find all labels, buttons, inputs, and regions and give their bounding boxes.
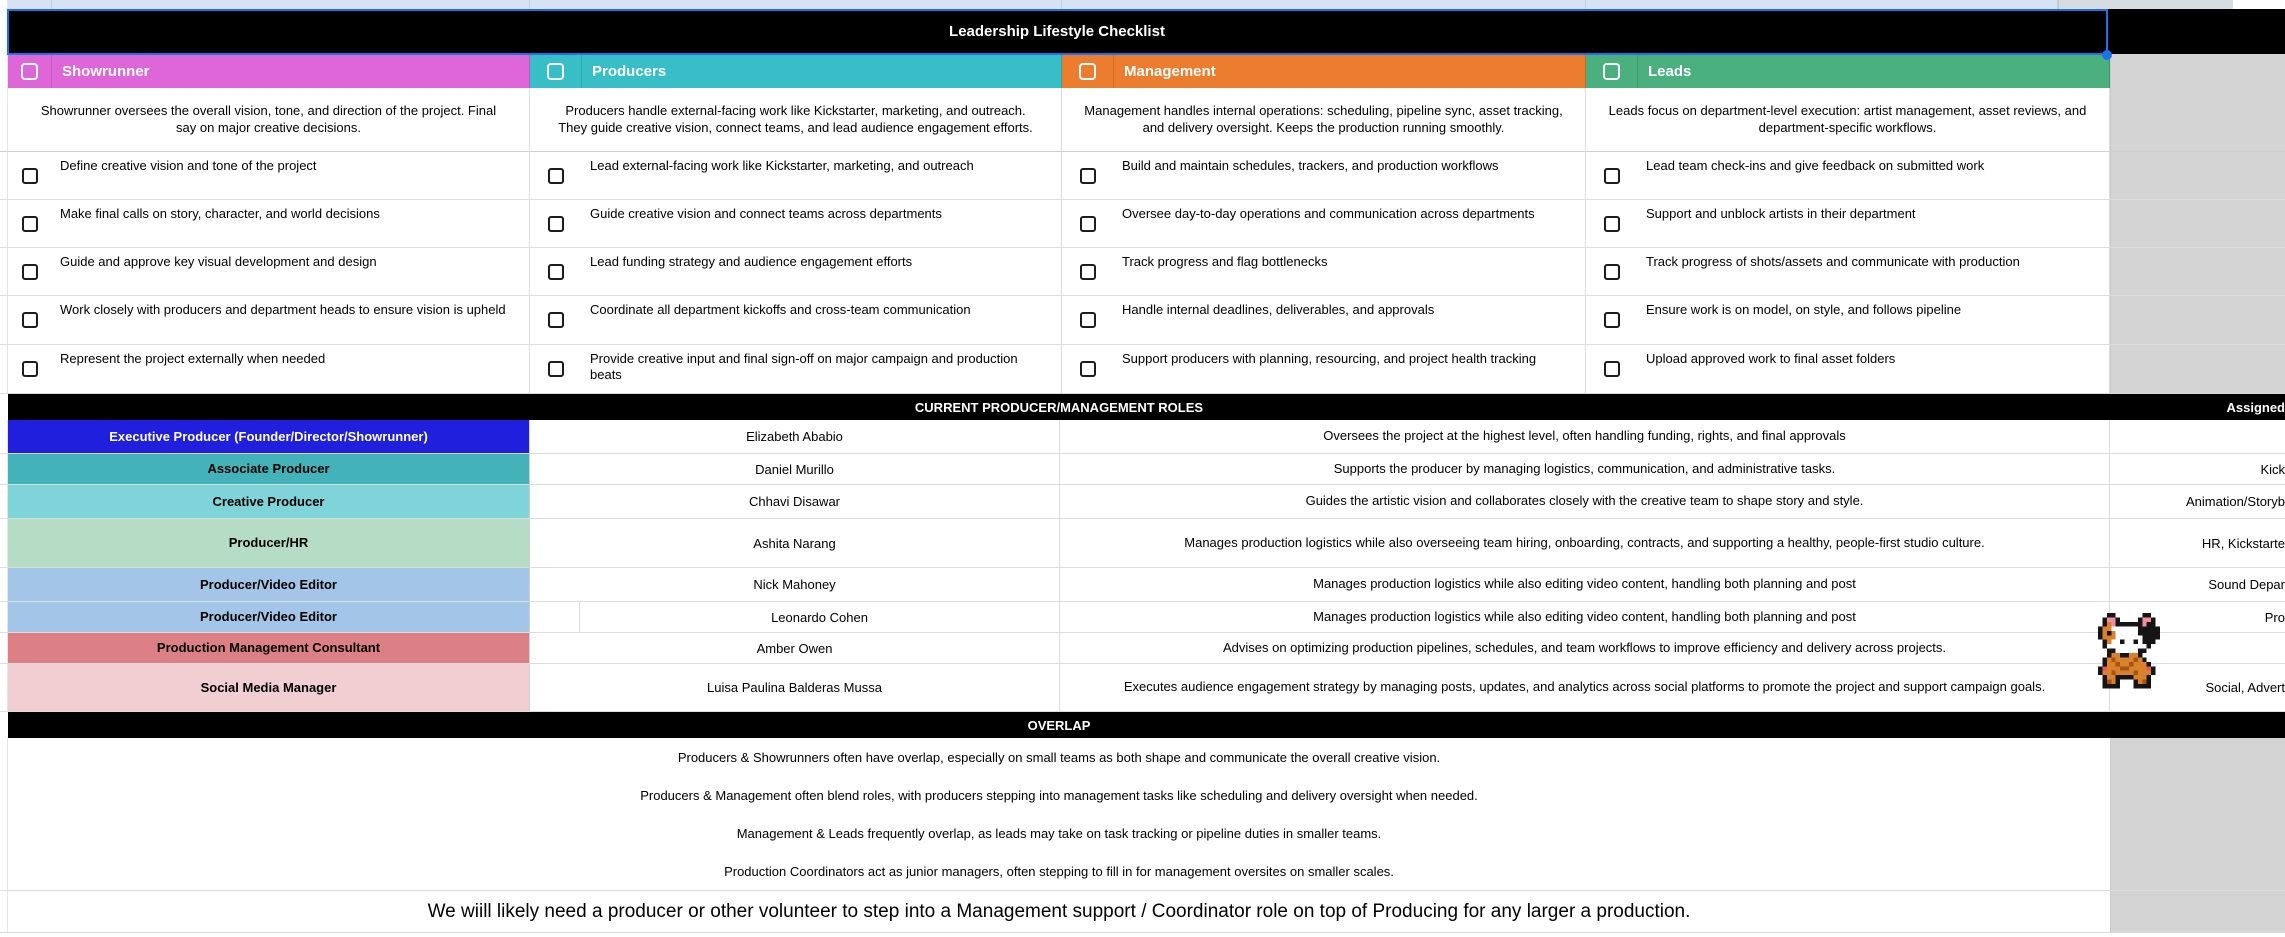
unused-area [2110, 88, 2285, 151]
task-cell[interactable]: Make final calls on story, character, and world decisions [52, 200, 530, 247]
task-checkbox[interactable] [22, 312, 38, 328]
unused-area [2110, 152, 2285, 199]
name-cell[interactable]: Daniel Murillo [530, 454, 1060, 484]
task-cell[interactable]: Lead external-facing work like Kickstarter, marketing, and outreach [582, 152, 1062, 199]
task-row [0, 248, 2285, 296]
overlap-line[interactable]: Production Coordinators act as junior managers, often stepping to fill in for management oversites on smaller scales. [724, 863, 1394, 879]
unused-area [2110, 776, 2285, 814]
task-cell[interactable]: Track progress of shots/assets and communicate with production [1638, 248, 2110, 295]
leads-description[interactable]: Leads focus on department-level execution: artist management, asset reviews, and department-specific workflows. [1586, 88, 2110, 151]
task-checkbox[interactable] [22, 216, 38, 232]
overlap-line-row [0, 852, 2285, 890]
table-row [0, 420, 2285, 454]
bottom-strip [0, 933, 2285, 937]
task-checkbox[interactable] [22, 168, 38, 184]
cell[interactable] [8, 0, 52, 9]
task-cell[interactable]: Build and maintain schedules, trackers, and production workflows [1114, 152, 1586, 199]
header-checkbox-cell [1062, 54, 1114, 88]
unused-area [2110, 814, 2285, 852]
name-cell[interactable]: Ashita Narang [530, 519, 1060, 567]
task-cell[interactable]: Provide creative input and final sign-off on major campaign and production beats [582, 345, 1062, 393]
cell[interactable] [1586, 0, 2058, 9]
task-checkbox[interactable] [548, 216, 564, 232]
cell[interactable] [52, 0, 530, 9]
role-description-cell[interactable]: Manages production logistics while also editing video content, handling both planning and post [1060, 602, 2110, 632]
column-header-producers[interactable]: Producers [582, 54, 1062, 88]
roles-section-title[interactable]: CURRENT PRODUCER/MANAGEMENT ROLES [8, 394, 2285, 420]
task-checkbox[interactable] [1604, 264, 1620, 280]
overlap-section-title[interactable]: OVERLAP [8, 712, 2285, 738]
page-title: Leadership Lifestyle Checklist [949, 23, 1165, 40]
role-description-cell[interactable]: Manages production logistics while also overseeing team hiring, onboarding, contracts, and supporting a healthy, people-first studio culture. [1060, 519, 2110, 567]
task-checkbox[interactable] [1604, 168, 1620, 184]
task-checkbox[interactable] [548, 312, 564, 328]
roles-section-bar [0, 394, 2285, 420]
task-cell[interactable]: Track progress and flag bottlenecks [1114, 248, 1586, 295]
name-cell[interactable]: Amber Owen [530, 633, 1060, 663]
assigned-cell[interactable]: Kick [2110, 454, 2285, 484]
task-cell[interactable]: Oversee day-to-day operations and communication across departments [1114, 200, 1586, 247]
name-cell[interactable]: Leonardo Cohen [580, 602, 1060, 632]
header-checkbox-cell [1586, 54, 1638, 88]
table-row [0, 485, 2285, 519]
unused-area [2110, 54, 2285, 88]
checklist-header-row [0, 54, 2285, 88]
role-description-cell[interactable]: Guides the artistic vision and collaborates closely with the creative team to shape story and style. [1060, 485, 2110, 518]
task-row [0, 296, 2285, 345]
overlap-line[interactable]: Producers & Showrunners often have overlap, especially on small teams as both shape and communicate the overall creative vision. [677, 749, 1441, 765]
task-cell[interactable]: Represent the project externally when needed [52, 345, 530, 393]
overlap-line[interactable]: Management & Leads frequently overlap, as leads may take on task tracking or pipeline duties in smaller teams. [736, 825, 1382, 841]
column-checkbox[interactable] [547, 63, 564, 80]
assigned-cell[interactable]: Social, Advert [2110, 664, 2285, 711]
header-checkbox-cell [530, 54, 582, 88]
cat-sprite-image [2098, 613, 2160, 696]
column-header-management[interactable]: Management [1114, 54, 1586, 88]
task-cell[interactable]: Handle internal deadlines, deliverables, and approvals [1114, 296, 1586, 344]
task-checkbox[interactable] [548, 264, 564, 280]
task-checkbox[interactable] [1080, 361, 1096, 377]
unused-area [2110, 738, 2285, 776]
task-row [0, 152, 2285, 200]
role-cell[interactable]: Social Media Manager [8, 664, 530, 711]
unused-area [2110, 852, 2285, 890]
name-cell[interactable]: Elizabeth Ababio [530, 420, 1060, 453]
partial-row-above [0, 0, 2285, 9]
task-checkbox[interactable] [1080, 312, 1096, 328]
producers-description[interactable]: Producers handle external-facing work like Kickstarter, marketing, and outreach. They guide creative vision, connect teams, and lead audience engagement efforts. [530, 88, 1062, 151]
task-row [0, 200, 2285, 248]
unused-area [2110, 296, 2285, 344]
name-cell[interactable]: Nick Mahoney [530, 568, 1060, 601]
column-checkbox[interactable] [1603, 63, 1620, 80]
task-cell[interactable]: Define creative vision and tone of the project [52, 152, 530, 199]
unused-area [2058, 0, 2233, 9]
task-checkbox[interactable] [1080, 168, 1096, 184]
role-cell[interactable]: Producer/HR [8, 519, 530, 567]
overlap-line-row [0, 738, 2285, 776]
role-cell[interactable]: Creative Producer [8, 485, 530, 518]
assigned-cell[interactable]: Pro [2110, 602, 2285, 632]
task-checkbox[interactable] [1080, 264, 1096, 280]
column-checkbox[interactable] [21, 63, 38, 80]
unused-area [2110, 248, 2285, 295]
task-checkbox[interactable] [1604, 361, 1620, 377]
note-row [0, 890, 2285, 933]
overlap-section-bar [0, 712, 2285, 738]
selection-handle[interactable] [2102, 50, 2112, 60]
assigned-cell[interactable]: HR, Kickstarte [2110, 519, 2285, 567]
table-row [0, 454, 2285, 485]
role-description-cell[interactable]: Manages production logistics while also editing video content, handling both planning and post [1060, 568, 2110, 601]
unused-area [2110, 891, 2285, 932]
role-cell[interactable]: Executive Producer (Founder/Director/Showrunner) [8, 420, 530, 453]
unused-area [2110, 345, 2285, 393]
column-header-leads[interactable]: Leads [1638, 54, 2110, 88]
task-row [0, 345, 2285, 394]
task-cell[interactable]: Ensure work is on model, on style, and follows pipeline [1638, 296, 2110, 344]
task-checkbox[interactable] [1604, 216, 1620, 232]
column-descriptions-row [0, 88, 2285, 152]
role-description-cell[interactable]: Executes audience engagement strategy by managing posts, updates, and analytics across social platforms to promote the project and support campaign goals. [1060, 664, 2110, 711]
role-description-cell[interactable]: Advises on optimizing production pipelines, schedules, and team workflows to improve efficiency and delivery across projects. [1060, 633, 2110, 663]
task-checkbox[interactable] [1080, 216, 1096, 232]
assigned-cell[interactable]: Animation/Storyb [2110, 485, 2285, 518]
unused-area [2110, 200, 2285, 247]
assigned-cell[interactable]: Sound Depar [2110, 568, 2285, 601]
table-row [0, 633, 2285, 664]
task-cell[interactable]: Coordinate all department kickoffs and cross-team communication [582, 296, 1062, 344]
table-row [0, 664, 2285, 712]
task-cell[interactable]: Guide creative vision and connect teams across departments [582, 200, 1062, 247]
header-checkbox-cell [8, 54, 52, 88]
task-cell[interactable]: Lead funding strategy and audience engagement efforts [582, 248, 1062, 295]
role-cell[interactable]: Producer/Video Editor [8, 602, 530, 632]
management-description[interactable]: Management handles internal operations: scheduling, pipeline sync, asset tracking, and delivery oversight. Keeps the production running smoothly. [1062, 88, 1586, 151]
task-checkbox[interactable] [22, 264, 38, 280]
overlap-line-row [0, 814, 2285, 852]
role-cell[interactable]: Production Management Consultant [8, 633, 530, 663]
table-row [0, 519, 2285, 568]
table-row [0, 568, 2285, 602]
role-cell[interactable]: Associate Producer [8, 454, 530, 484]
task-cell[interactable]: Lead team check-ins and give feedback on submitted work [1638, 152, 2110, 199]
cell[interactable] [1062, 0, 1586, 9]
overlap-line[interactable]: Producers & Management often blend roles, with producers stepping into management tasks like scheduling and delivery oversight when needed. [640, 787, 1478, 803]
name-cell[interactable]: Luisa Paulina Balderas Mussa [530, 664, 1060, 711]
showrunner-description[interactable]: Showrunner oversees the overall vision, tone, and direction of the project. Final say on major creative decisions. [8, 88, 530, 151]
table-row [0, 602, 2285, 633]
task-checkbox[interactable] [548, 168, 564, 184]
title-row [0, 9, 2285, 54]
task-checkbox[interactable] [1604, 312, 1620, 328]
role-description-cell[interactable]: Supports the producer by managing logistics, communication, and administrative tasks. [1060, 454, 2110, 484]
task-cell[interactable]: Upload approved work to final asset folders [1638, 345, 2110, 393]
note-text[interactable]: We wiill likely need a producer or other volunteer to step into a Management support / Coordinator role on top of Producing for any larger a production. [427, 900, 1691, 922]
role-description-cell[interactable]: Oversees the project at the highest level, often handling funding, rights, and final approvals [1060, 420, 2110, 453]
task-cell[interactable]: Support and unblock artists in their department [1638, 200, 2110, 247]
task-checkbox[interactable] [548, 361, 564, 377]
assigned-cell[interactable] [2110, 420, 2285, 453]
role-cell[interactable]: Producer/Video Editor [8, 568, 530, 601]
empty-cell[interactable] [530, 602, 580, 632]
task-checkbox[interactable] [22, 361, 38, 377]
task-cell[interactable]: Support producers with planning, resourcing, and project health tracking [1114, 345, 1586, 393]
name-cell[interactable]: Chhavi Disawar [530, 485, 1060, 518]
sheet-title-bar[interactable] [8, 9, 2285, 54]
column-checkbox[interactable] [1079, 63, 1096, 80]
assigned-column-header[interactable]: Assigned [2226, 399, 2285, 415]
task-cell[interactable]: Work closely with producers and department heads to ensure vision is upheld [52, 296, 530, 344]
cell[interactable] [530, 0, 1062, 9]
task-cell[interactable]: Guide and approve key visual development and design [52, 248, 530, 295]
overlap-line-row [0, 776, 2285, 814]
column-header-showrunner[interactable]: Showrunner [52, 54, 530, 88]
